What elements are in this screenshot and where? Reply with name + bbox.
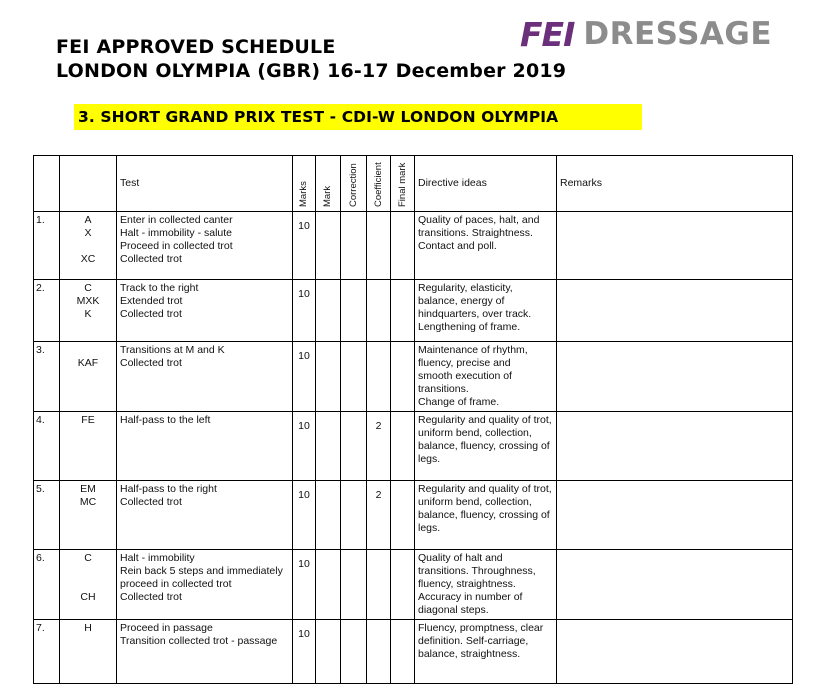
test-line: Transitions at M and K	[120, 344, 225, 356]
directive-line: Accuracy in number of	[418, 591, 523, 603]
coefficient-value	[367, 280, 391, 342]
table-row	[34, 620, 793, 684]
table-row	[34, 280, 793, 342]
arena-letters	[60, 481, 117, 550]
directive-line: Regularity and quality of trot,	[418, 483, 552, 495]
directive-ideas	[415, 412, 557, 481]
header-letters	[60, 156, 117, 212]
header-test: Test	[117, 156, 293, 212]
correction-entry-cell[interactable]	[341, 550, 367, 620]
test-line: Half-pass to the left	[120, 414, 211, 426]
header-number	[34, 156, 60, 212]
header-mark: Mark	[316, 156, 341, 212]
test-line: Proceed in collected trot	[120, 240, 233, 252]
directive-line: transitions. Throughness,	[418, 565, 536, 577]
test-line: Collected trot	[120, 496, 182, 508]
directive-ideas	[415, 620, 557, 684]
directive-line: fluency, straightness.	[418, 578, 516, 590]
coefficient-value	[367, 212, 391, 280]
directive-line: Regularity, elasticity,	[418, 282, 513, 294]
directive-line: Fluency, promptness, clear	[418, 622, 544, 634]
final-mark-entry-cell[interactable]	[391, 412, 415, 481]
directive-line: Change of frame.	[418, 396, 500, 408]
arena-letter-line	[63, 344, 113, 357]
arena-letter-line	[63, 565, 113, 578]
arena-letter-line: MXK	[76, 295, 100, 307]
mark-entry-cell[interactable]	[316, 620, 341, 684]
directive-line: legs.	[418, 522, 441, 534]
movement-number: 1.	[34, 212, 60, 280]
directive-line: Contact and poll.	[418, 240, 497, 252]
movement-number: 3.	[34, 342, 60, 412]
test-line: Transition collected trot - passage	[120, 635, 278, 647]
final-mark-entry-cell[interactable]	[391, 212, 415, 280]
arena-letter-line: K	[84, 308, 92, 320]
arena-letter-line: CH	[80, 591, 96, 603]
arena-letter-line: XC	[80, 253, 96, 265]
directive-line: Quality of halt and	[418, 552, 503, 564]
table-row	[34, 550, 793, 620]
directive-ideas	[415, 280, 557, 342]
directive-line: Maintenance of rhythm,	[418, 344, 528, 356]
test-line: Collected trot	[120, 308, 182, 320]
header-coefficient: Coefficient	[367, 156, 391, 212]
fei-logo-mark: FEI	[520, 14, 575, 54]
mark-entry-cell[interactable]	[316, 280, 341, 342]
directive-line: definition. Self-carriage,	[418, 635, 529, 647]
directive-line: uniform bend, collection,	[418, 427, 532, 439]
header-marks: Marks	[293, 156, 316, 212]
directive-line: transitions. Straightness.	[418, 227, 533, 239]
final-mark-entry-cell[interactable]	[391, 620, 415, 684]
max-marks: 10	[293, 412, 316, 481]
arena-letter-line: C	[84, 552, 92, 564]
correction-entry-cell[interactable]	[341, 212, 367, 280]
arena-letter-line: FE	[81, 414, 95, 426]
arena-letters	[60, 212, 117, 280]
mark-entry-cell[interactable]	[316, 212, 341, 280]
arena-letters	[60, 412, 117, 481]
coefficient-value: 2	[367, 412, 391, 481]
test-line: Proceed in passage	[120, 622, 213, 634]
arena-letter-line	[63, 578, 113, 591]
arena-letters	[60, 620, 117, 684]
table-header-row	[34, 156, 793, 212]
movement-number: 2.	[34, 280, 60, 342]
arena-letters	[60, 342, 117, 412]
directive-ideas	[415, 481, 557, 550]
remarks-entry-cell[interactable]	[557, 280, 793, 342]
correction-entry-cell[interactable]	[341, 412, 367, 481]
event-heading: LONDON OLYMPIA (GBR) 16-17 December 2019	[56, 60, 567, 82]
max-marks: 10	[293, 342, 316, 412]
score-sheet-table	[33, 155, 793, 684]
movement-number: 7.	[34, 620, 60, 684]
directive-line: Regularity and quality of trot,	[418, 414, 552, 426]
test-movement	[117, 212, 293, 280]
table-row	[34, 212, 793, 280]
max-marks: 10	[293, 620, 316, 684]
arena-letter-line	[63, 240, 113, 253]
directive-line: hindquarters, over track.	[418, 308, 532, 320]
arena-letter-line: X	[84, 227, 92, 239]
table-row	[34, 342, 793, 412]
mark-entry-cell[interactable]	[316, 481, 341, 550]
remarks-entry-cell[interactable]	[557, 412, 793, 481]
header-directive-ideas: Directive ideas	[415, 156, 557, 212]
header-remarks: Remarks	[557, 156, 793, 212]
test-line: Collected trot	[120, 253, 182, 265]
final-mark-entry-cell[interactable]	[391, 481, 415, 550]
mark-entry-cell[interactable]	[316, 412, 341, 481]
test-movement	[117, 481, 293, 550]
correction-entry-cell[interactable]	[341, 280, 367, 342]
directive-line: transitions.	[418, 383, 469, 395]
header-correction: Correction	[341, 156, 367, 212]
max-marks: 10	[293, 550, 316, 620]
remarks-entry-cell[interactable]	[557, 342, 793, 412]
dressage-logo-text: DRESSAGE	[583, 16, 773, 52]
test-movement	[117, 342, 293, 412]
directive-line: Lengthening of frame.	[418, 321, 521, 333]
arena-letter-line: MC	[79, 496, 97, 508]
directive-line: balance, straightness.	[418, 648, 521, 660]
test-line: proceed in collected trot	[120, 578, 232, 590]
directive-ideas	[415, 342, 557, 412]
directive-line: smooth execution of	[418, 370, 512, 382]
max-marks: 10	[293, 280, 316, 342]
remarks-entry-cell[interactable]	[557, 550, 793, 620]
coefficient-value	[367, 342, 391, 412]
arena-letter-line: C	[84, 282, 92, 294]
test-line: Collected trot	[120, 591, 182, 603]
remarks-entry-cell[interactable]	[557, 620, 793, 684]
test-movement	[117, 280, 293, 342]
test-line: Half-pass to the right	[120, 483, 217, 495]
arena-letter-line: KAF	[77, 357, 99, 369]
test-line: Rein back 5 steps and immediately	[120, 565, 283, 577]
coefficient-value: 2	[367, 481, 391, 550]
fei-dressage-logo	[520, 14, 772, 54]
directive-ideas	[415, 550, 557, 620]
directive-line: balance, fluency, crossing of	[418, 440, 550, 452]
correction-entry-cell[interactable]	[341, 342, 367, 412]
test-line: Extended trot	[120, 295, 183, 307]
test-line: Halt - immobility - salute	[120, 227, 233, 239]
test-line: Halt - immobility	[120, 552, 195, 564]
correction-entry-cell[interactable]	[341, 481, 367, 550]
max-marks: 10	[293, 481, 316, 550]
arena-letters	[60, 550, 117, 620]
final-mark-entry-cell[interactable]	[391, 280, 415, 342]
coefficient-value	[367, 550, 391, 620]
table-row	[34, 481, 793, 550]
final-mark-entry-cell[interactable]	[391, 550, 415, 620]
directive-line: balance, fluency, crossing of	[418, 509, 550, 521]
directive-line: legs.	[418, 453, 441, 465]
arena-letter-line: H	[84, 622, 92, 634]
correction-entry-cell[interactable]	[341, 620, 367, 684]
movement-number: 6.	[34, 550, 60, 620]
test-line: Track to the right	[120, 282, 199, 294]
test-movement	[117, 550, 293, 620]
test-movement	[117, 620, 293, 684]
max-marks: 10	[293, 212, 316, 280]
header-final-mark: Final mark	[391, 156, 415, 212]
mark-entry-cell[interactable]	[316, 550, 341, 620]
arena-letter-line: EM	[80, 483, 96, 495]
remarks-entry-cell[interactable]	[557, 481, 793, 550]
remarks-entry-cell[interactable]	[557, 212, 793, 280]
movement-number: 5.	[34, 481, 60, 550]
movement-number: 4.	[34, 412, 60, 481]
coefficient-value	[367, 620, 391, 684]
directive-line: Quality of paces, halt, and	[418, 214, 540, 226]
mark-entry-cell[interactable]	[316, 342, 341, 412]
directive-line: uniform bend, collection,	[418, 496, 532, 508]
directive-line: balance, energy of	[418, 295, 505, 307]
schedule-heading: FEI APPROVED SCHEDULE	[56, 36, 336, 58]
test-title-banner: 3. SHORT GRAND PRIX TEST - CDI-W LONDON OLYMPIA	[74, 104, 642, 130]
arena-letters	[60, 280, 117, 342]
table-row	[34, 412, 793, 481]
final-mark-entry-cell[interactable]	[391, 342, 415, 412]
test-movement	[117, 412, 293, 481]
test-line: Collected trot	[120, 357, 182, 369]
directive-line: diagonal steps.	[418, 604, 489, 616]
directive-ideas	[415, 212, 557, 280]
test-line: Enter in collected canter	[120, 214, 233, 226]
arena-letter-line: A	[84, 214, 92, 226]
directive-line: fluency, precise and	[418, 357, 511, 369]
